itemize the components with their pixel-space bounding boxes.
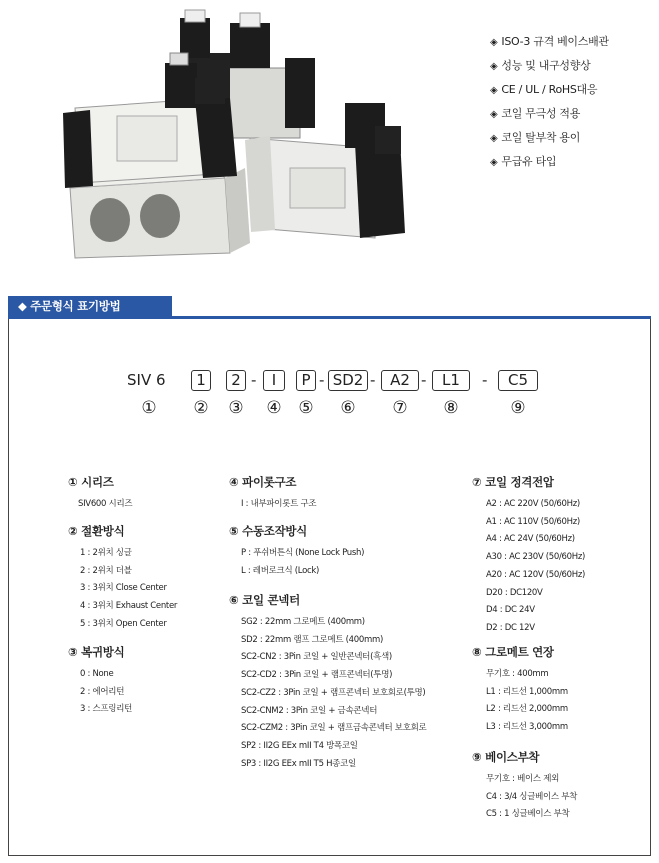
- code-box-5: SD2: [328, 370, 368, 391]
- feature-item: ◈ 코일 탈부착 용이: [490, 131, 581, 144]
- code-number: ⑥: [340, 398, 356, 418]
- spec-item: C5 : 1 싱글베이스 부착: [486, 809, 570, 820]
- feature-item: ◈ 무급유 타입: [490, 155, 557, 168]
- code-number: ⑨: [510, 398, 526, 418]
- code-number: ④: [266, 398, 282, 418]
- spec-item: 0 : None: [80, 669, 114, 679]
- spec-item: 2 : 에어리턴: [80, 686, 125, 697]
- spec-item: 3 : 3위치 Close Center: [80, 583, 167, 594]
- spec-item: 2 : 2위치 더블: [80, 565, 132, 576]
- spec-item: L2 : 리드선 2,000mm: [486, 704, 568, 715]
- diamond-bullet-icon: ◈: [490, 61, 498, 72]
- feature-item: ◈ 성능 및 내구성향상: [490, 59, 591, 72]
- code-box-8: C5: [498, 370, 538, 391]
- diamond-bullet-icon: ◈: [490, 133, 498, 144]
- spec-item: 1 : 2위치 싱글: [80, 548, 132, 558]
- spec-pilot: [229, 474, 316, 514]
- spec-title: ② 절환방식: [68, 524, 125, 538]
- spec-item: A2 : AC 220V (50/60Hz): [486, 499, 580, 509]
- spec-item: A1 : AC 110V (50/60Hz): [486, 516, 580, 527]
- diamond-bullet-icon: ◈: [490, 157, 498, 168]
- spec-item: SP3 : II2G EEx mII T5 H종코일: [241, 758, 356, 769]
- code-number: ⑦: [392, 398, 408, 418]
- spec-item: 3 : 스프링리턴: [80, 704, 133, 715]
- code-number: ①: [141, 398, 157, 418]
- code-number: ②: [193, 398, 209, 418]
- spec-grommet: [472, 644, 568, 737]
- spec-series: [68, 474, 132, 514]
- spec-item: C4 : 3/4 싱글베이스 부착: [486, 791, 578, 802]
- code-dash: -: [421, 371, 427, 389]
- spec-base: [472, 749, 577, 824]
- code-box-2: 2: [226, 370, 246, 391]
- spec-item: SIV600 시리즈: [78, 499, 133, 509]
- spec-item: SC2-CNM2 : 3Pin 코일 + 금속콘넥터: [241, 705, 378, 716]
- spec-switching: [68, 523, 177, 634]
- spec-item: SC2-CD2 : 3Pin 코일 + 램프콘넥터(투명): [241, 670, 393, 681]
- spec-item: P : 푸쉬버튼식 (None Lock Push): [241, 548, 365, 558]
- spec-item: 4 : 3위치 Exhaust Center: [80, 601, 178, 612]
- spec-item: SC2-CZM2 : 3Pin 코일 + 램프금속콘넥터 보호회로: [241, 723, 427, 734]
- spec-title: ③ 복귀방식: [68, 645, 125, 659]
- feature-item: ◈ CE / UL / RoHS대응: [490, 83, 598, 96]
- spec-item: A20 : AC 120V (50/60Hz): [486, 569, 586, 580]
- spec-item: L1 : 리드선 1,000mm: [486, 686, 568, 697]
- spec-manual: [229, 523, 364, 580]
- spec-title: ⑦ 코일 정격전압: [472, 475, 554, 489]
- code-dash: -: [482, 371, 488, 389]
- code-dash: -: [251, 371, 257, 389]
- spec-item: 5 : 3위치 Open Center: [80, 618, 167, 629]
- spec-item: A4 : AC 24V (50/60Hz): [486, 534, 575, 545]
- diamond-bullet-icon: ◈: [490, 37, 498, 48]
- code-box-7: L1: [432, 370, 470, 391]
- diamond-bullet-icon: ◈: [490, 109, 498, 120]
- spec-item: L : 레버로크식 (Lock): [241, 565, 319, 576]
- spec-item: SG2 : 22mm 그로메트 (400mm): [241, 617, 365, 627]
- spec-connector: [229, 592, 426, 773]
- section-header: ◆ 주문형식 표기방법: [8, 296, 172, 316]
- spec-item: D20 : DC120V: [486, 587, 543, 598]
- code-prefix: SIV 6: [127, 371, 166, 389]
- product-image: [55, 8, 415, 263]
- spec-item: SP2 : II2G EEx mII T4 방폭코일: [241, 740, 358, 751]
- code-number: ⑧: [443, 398, 459, 418]
- spec-title: ④ 파이롯구조: [229, 475, 297, 489]
- spec-return: [68, 644, 132, 719]
- spec-item: SC2-CZ2 : 3Pin 코일 + 램프콘넥터 보호회로(투명): [241, 687, 426, 698]
- feature-item: ◈ ISO-3 규격 베이스배관: [490, 35, 609, 48]
- spec-item: D2 : DC 12V: [486, 622, 535, 633]
- spec-title: ⑤ 수동조작방식: [229, 524, 307, 538]
- spec-item: 무기호 : 베이스 제외: [486, 774, 560, 784]
- spec-voltage: [472, 474, 585, 638]
- diamond-bullet-icon: ◈: [490, 85, 498, 96]
- code-box-3: I: [263, 370, 285, 391]
- spec-item: L3 : 리드선 3,000mm: [486, 722, 568, 733]
- code-box-1: 1: [191, 370, 211, 391]
- spec-item: SD2 : 22mm 램프 그로메트 (400mm): [241, 634, 383, 645]
- code-box-6: A2: [381, 370, 419, 391]
- spec-item: D4 : DC 24V: [486, 605, 535, 616]
- spec-title: ⑨ 베이스부착: [472, 750, 540, 764]
- code-number: ⑤: [298, 398, 314, 418]
- spec-item: I : 내부파이롯트 구조: [241, 499, 317, 509]
- spec-item: 무기호 : 400mm: [486, 669, 549, 679]
- code-box-4: P: [296, 370, 316, 391]
- code-number: ③: [228, 398, 244, 418]
- spec-item: A30 : AC 230V (50/60Hz): [486, 552, 586, 563]
- spec-item: SC2-CN2 : 3Pin 코일 + 일반콘넥터(흑색): [241, 652, 392, 663]
- feature-list: [490, 30, 609, 174]
- feature-item: ◈ 코일 무극성 적용: [490, 107, 581, 120]
- code-dash: -: [319, 371, 325, 389]
- spec-title: ⑥ 코일 콘넥터: [229, 593, 300, 607]
- code-dash: -: [370, 371, 376, 389]
- spec-title: ① 시리즈: [68, 475, 114, 489]
- spec-title: ⑧ 그로메트 연장: [472, 645, 554, 659]
